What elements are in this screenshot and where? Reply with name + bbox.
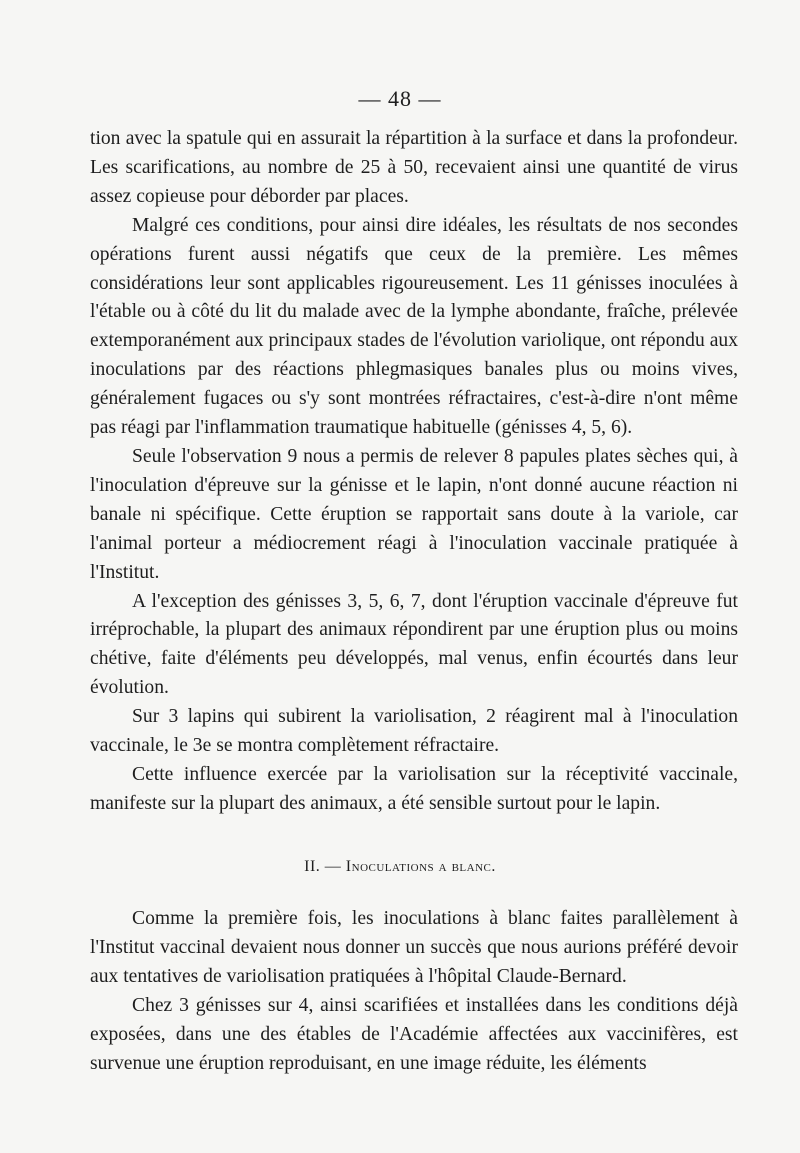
body-text-top <box>90 125 738 819</box>
page-number: — 48 — <box>358 86 442 111</box>
section-heading <box>0 858 800 876</box>
section-number: II. — <box>304 858 342 875</box>
paragraph: Sur 3 lapins qui subirent la variolisation, 2 réagirent mal à l'inoculation vaccinale, le 3e se montra complètement réfractaire. <box>90 706 738 757</box>
paragraph: tion avec la spatule qui en assurait la répartition à la surface et dans la profondeur. Les scarifications, au nombre de 25 à 50, recevaient ainsi une quantité de virus assez copieuse pour déborder par places. <box>90 128 738 207</box>
paragraph: Chez 3 génisses sur 4, ainsi scarifiées et installées dans les conditions déjà exposées, dans une des étables de l'Académie affectées aux vaccinifères, est survenue une éruption reproduisant, en une image réduite, les éléments <box>90 994 738 1074</box>
paragraph: Seule l'observation 9 nous a permis de relever 8 papules plates sèches qui, à l'inoculation d'épreuve sur la génisse et le lapin, n'ont donné aucune réaction ni banale ni spécifique. Cette éruption se rapportait sans doute à la variole, car l'animal porteur a médiocrement réagi à l'inoculation vaccinale pratiquée à l'Institut. <box>90 445 738 583</box>
paragraph: A l'exception des génisses 3, 5, 6, 7, dont l'éruption vaccinale d'épreuve fut irréprochable, la plupart des animaux répondirent par une éruption plus ou moins chétive, faite d'éléments peu développés, mal venus, enfin écourtés dans leur évolution. <box>90 590 738 699</box>
section-title: Inoculations a blanc. <box>345 858 496 875</box>
paragraph: Comme la première fois, les inoculations à blanc faites parallèlement à l'Institut vaccinal devaient nous donner un succès que nous aurions préféré devoir aux tentatives de variolisation pratiquées à l'hôpital Claude-Bernard. <box>90 908 738 987</box>
paragraph: Malgré ces conditions, pour ainsi dire idéales, les résultats de nos secondes opérations furent aussi négatifs que ceux de la première. Les mêmes considérations leur sont applicables rigoureusement. Les 11 génisses inoculées à l'étable ou à côté du lit du malade avec de la lymphe abondante, fraîche, prélevée extemporanément aux principaux stades de l'évolution variolique, ont répondu aux inoculations par des réactions phlegmasiques banales plus ou moins vives, généralement fugaces ou s'y sont montrées réfractaires, c'est-à-dire n'ont même pas réagi par l'inflammation traumatique habituelle (génisses 4, 5, 6). <box>90 214 738 439</box>
paragraph: Cette influence exercée par la variolisation sur la réceptivité vaccinale, manifeste sur la plupart des animaux, a été sensible surtout pour le lapin. <box>90 763 738 814</box>
body-text-bottom <box>90 905 738 1078</box>
